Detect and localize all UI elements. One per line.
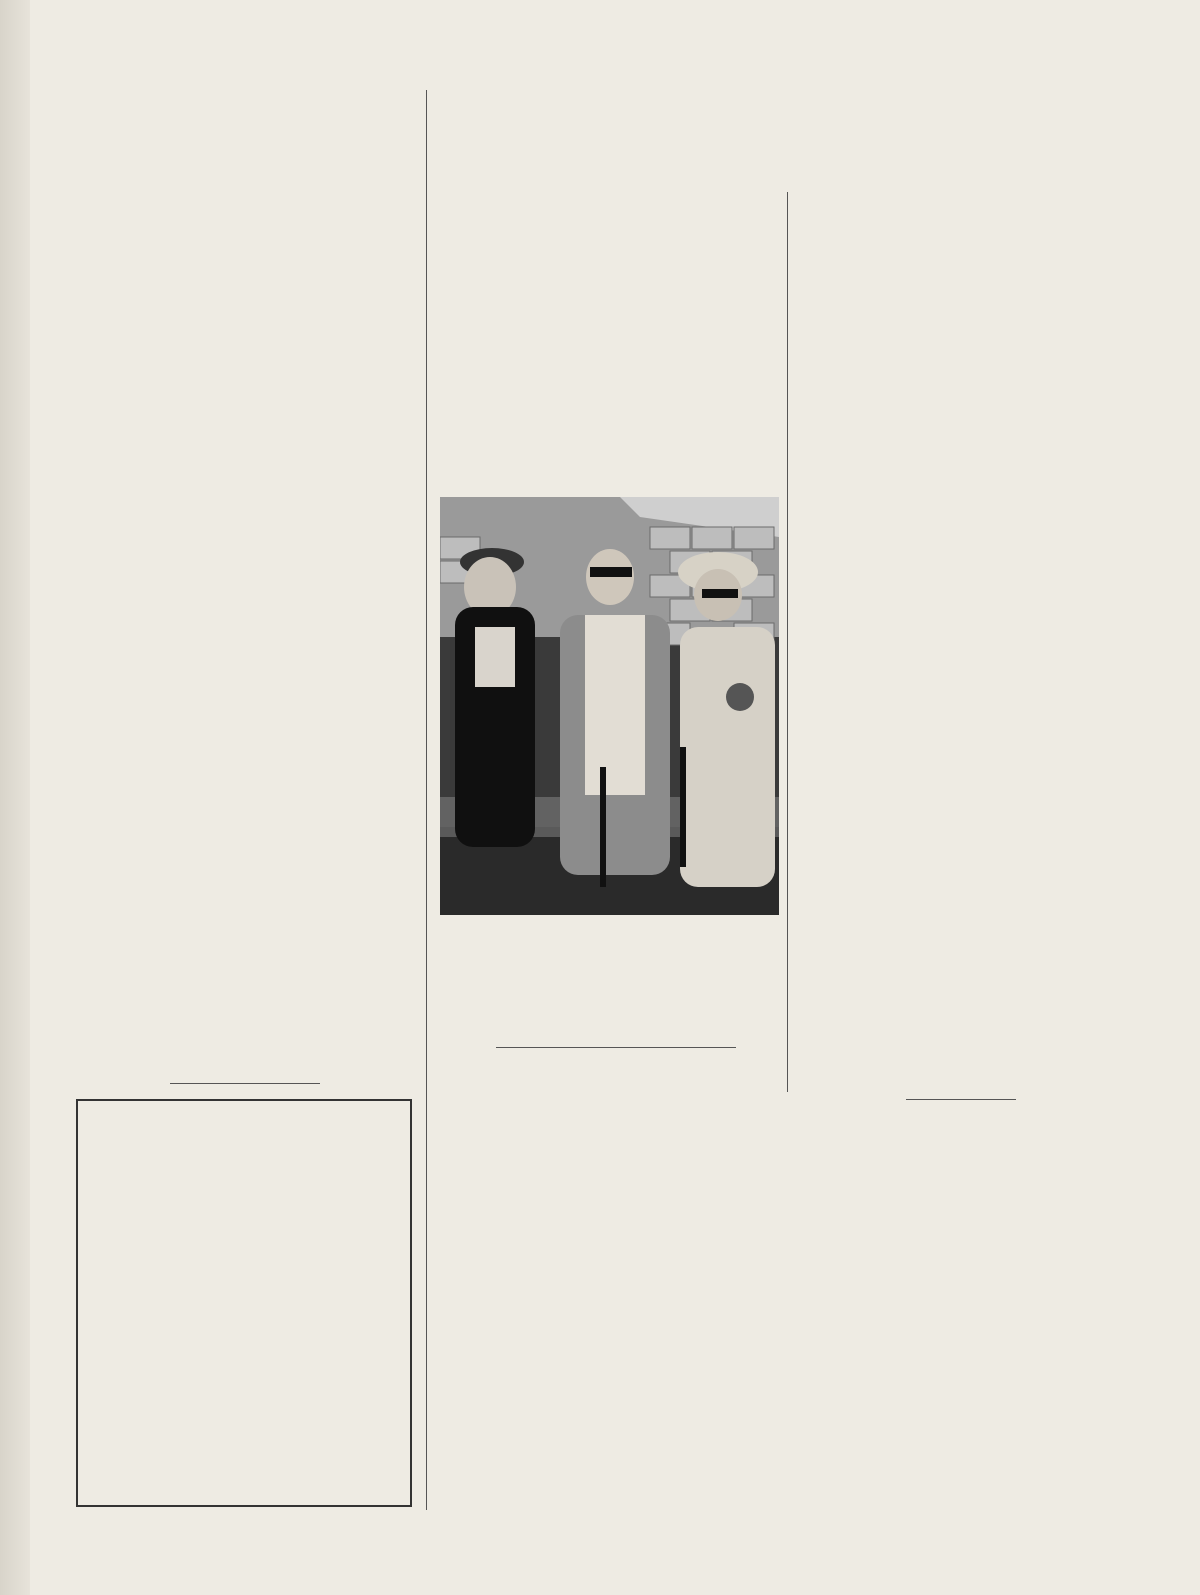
article-simpson — [82, 84, 418, 90]
divider — [906, 1099, 1016, 1100]
divider — [170, 1083, 320, 1084]
facing-page-gutter — [0, 0, 30, 1595]
column-rule — [426, 90, 427, 1510]
article-canadian-open-box — [76, 1099, 412, 1507]
column-rule — [787, 192, 788, 1092]
officers-photo — [440, 497, 779, 915]
divider — [496, 1047, 736, 1048]
article-cairo — [796, 1114, 1126, 1128]
officers-photo-image — [440, 497, 779, 915]
